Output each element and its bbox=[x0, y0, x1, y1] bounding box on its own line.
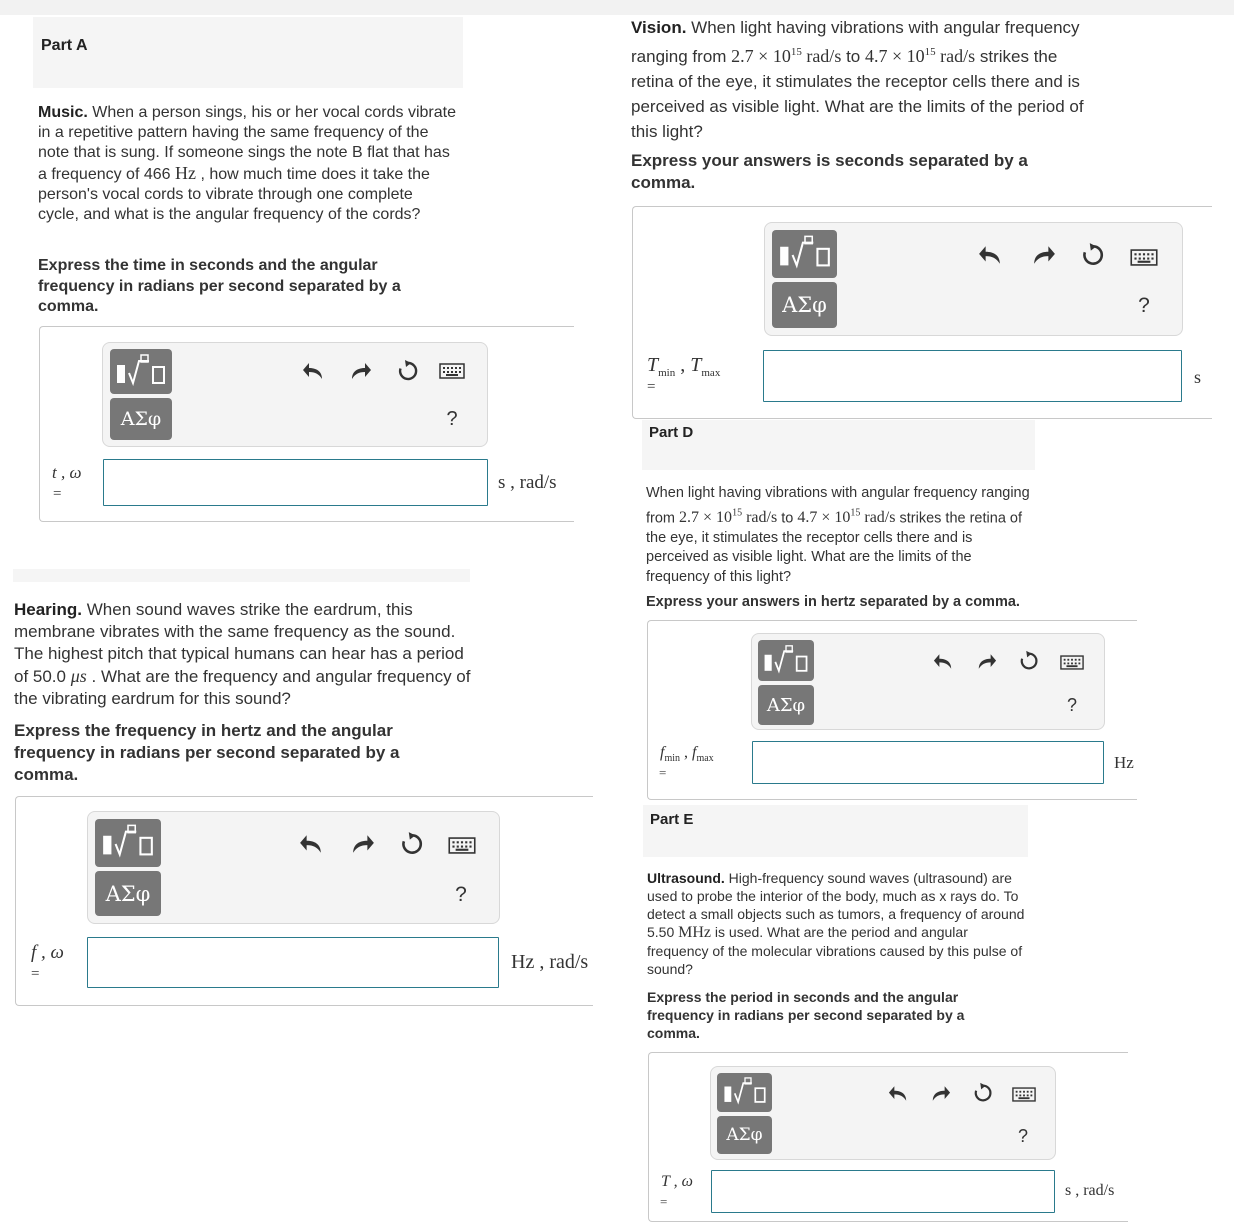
part-e-text-1: High-frequency sound waves (ultrasound) are used to probe the interior of the body, much as x rays do. To detect a small objects such as tumors, a frequency of around 5.50 bbox=[647, 870, 1025, 940]
templates-icon bbox=[99, 823, 157, 863]
keyboard-button[interactable] bbox=[437, 360, 467, 382]
part-c-toolbar bbox=[764, 222, 1183, 336]
part-e-answer-label: T , ω bbox=[661, 1173, 693, 1190]
keyboard-button[interactable] bbox=[1058, 653, 1086, 671]
part-b-question bbox=[14, 599, 478, 710]
reset-icon bbox=[1018, 650, 1040, 672]
redo-button[interactable] bbox=[974, 648, 1000, 674]
keyboard-icon bbox=[1060, 655, 1084, 670]
part-b-unit-us: μs bbox=[70, 666, 87, 686]
redo-button[interactable] bbox=[928, 1080, 954, 1106]
part-a-units: s , rad/s bbox=[498, 472, 557, 493]
undo-icon bbox=[302, 361, 324, 381]
part-c-range-lo: $2.7 \times 10^{15}$ rad/s bbox=[731, 46, 842, 66]
reset-icon bbox=[399, 831, 425, 857]
part-e-answer-input[interactable] bbox=[711, 1170, 1055, 1213]
part-e-title: Part E bbox=[650, 811, 694, 828]
templates-button[interactable] bbox=[758, 640, 814, 681]
redo-button[interactable] bbox=[347, 357, 375, 385]
templates-icon bbox=[113, 353, 169, 391]
part-e-unit-mhz: MHz bbox=[678, 924, 712, 941]
part-b-subject: Hearing. bbox=[14, 600, 83, 619]
part-e-instruction: Express the period in seconds and the angular frequency in radians per second separated by a comma. bbox=[647, 989, 965, 1041]
greek-button[interactable]: ΑΣφ bbox=[758, 685, 814, 725]
part-d-range-lo: $2.7 \times 10^{15}$ rad/s bbox=[679, 507, 778, 526]
undo-button[interactable] bbox=[885, 1080, 911, 1106]
undo-icon bbox=[888, 1084, 908, 1103]
reset-button[interactable] bbox=[396, 828, 428, 860]
templates-button[interactable] bbox=[717, 1073, 772, 1112]
part-b-text-1: When sound waves strike the eardrum, this membrane vibrates with the same frequency as the sound. The highest pitch that typical humans can hear has a period of 50.0 bbox=[14, 600, 464, 686]
part-a-instruction: Express the time in seconds and the angular frequency in radians per second separated by a comma. bbox=[38, 257, 401, 315]
part-a-toolbar bbox=[102, 342, 488, 447]
part-d-answer-label: $f_{min}$ , $f_{max}$ bbox=[660, 744, 714, 765]
redo-button[interactable] bbox=[1029, 240, 1059, 270]
part-e-subject: Ultrasound. bbox=[647, 870, 725, 886]
keyboard-button[interactable] bbox=[1128, 246, 1160, 268]
part-e-text-2: is used. What are the period and angular frequency of the molecular vibrations caused by this pulse of sound? bbox=[647, 924, 1023, 977]
help-button[interactable]: ? bbox=[1017, 1125, 1028, 1146]
part-d-to: to bbox=[781, 509, 794, 526]
reset-icon bbox=[396, 359, 420, 383]
help-button[interactable]: ? bbox=[446, 407, 458, 430]
templates-icon bbox=[776, 234, 834, 274]
help-button[interactable]: ? bbox=[1066, 694, 1077, 715]
part-a-question bbox=[38, 103, 456, 225]
part-a-text-2: , how much time does it take the person's vocal cords to vibrate through one complete cycle, and what is the angular frequency of the cords? bbox=[38, 166, 430, 223]
part-d-header bbox=[642, 420, 1035, 470]
part-b-equals: = bbox=[31, 966, 40, 982]
part-b-units: Hz , rad/s bbox=[511, 951, 589, 973]
greek-button[interactable]: ΑΣφ bbox=[772, 282, 837, 328]
keyboard-icon bbox=[448, 837, 476, 854]
undo-button[interactable] bbox=[930, 648, 956, 674]
part-e-units: s , rad/s bbox=[1065, 1182, 1115, 1199]
reset-icon bbox=[972, 1082, 994, 1104]
reset-button[interactable] bbox=[393, 356, 423, 386]
greek-button[interactable]: ΑΣφ bbox=[717, 1116, 772, 1154]
templates-button[interactable] bbox=[95, 819, 161, 867]
part-d-range-hi: $4.7 \times 10^{15}$ rad/s bbox=[797, 507, 896, 526]
part-c-question bbox=[631, 15, 1101, 144]
part-c-units: s bbox=[1194, 367, 1202, 387]
part-b-header bbox=[13, 569, 470, 582]
part-d-question bbox=[646, 484, 1038, 587]
templates-icon bbox=[761, 644, 811, 678]
part-b-instruction: Express the frequency in hertz and the angular frequency in radians per second separated by a comma. bbox=[14, 721, 400, 784]
reset-icon bbox=[1080, 242, 1106, 268]
part-d-units: Hz bbox=[1114, 753, 1134, 772]
keyboard-icon bbox=[1130, 249, 1158, 266]
redo-button[interactable] bbox=[348, 829, 378, 859]
part-a-answer-input[interactable] bbox=[103, 459, 488, 506]
part-a-subject: Music. bbox=[38, 104, 88, 121]
part-e-header bbox=[643, 805, 1028, 857]
part-a-text-1: When a person sings, his or her vocal cords vibrate in a repetitive pattern having the same frequency of the note that is sung. If someone sings the note B flat that has a frequency of 466 bbox=[38, 104, 456, 183]
part-b-answer-label: f , ω bbox=[31, 942, 64, 963]
templates-icon bbox=[721, 1076, 769, 1109]
part-d-toolbar bbox=[751, 633, 1105, 730]
part-a-answer-label: t , ω bbox=[52, 463, 82, 482]
part-e-equals: = bbox=[660, 1194, 668, 1209]
part-a-unit-hz: Hz bbox=[175, 163, 196, 183]
top-band bbox=[0, 0, 1234, 15]
part-d-answer-input[interactable] bbox=[752, 741, 1104, 784]
reset-button[interactable] bbox=[1077, 239, 1109, 271]
part-c-equals: = bbox=[647, 379, 656, 395]
undo-button[interactable] bbox=[296, 829, 326, 859]
part-b-text-2: . What are the frequency and angular frequency of the vibrating eardrum for this sound? bbox=[14, 667, 471, 708]
part-a-equals: = bbox=[53, 486, 62, 502]
redo-icon bbox=[351, 833, 375, 855]
part-c-text-1: When light having vibrations with angular frequency ranging from bbox=[631, 18, 1080, 66]
keyboard-button[interactable] bbox=[446, 834, 478, 856]
part-d-equals: = bbox=[659, 765, 667, 780]
redo-icon bbox=[1032, 244, 1056, 266]
greek-button[interactable]: ΑΣφ bbox=[95, 871, 161, 916]
reset-button[interactable] bbox=[1015, 647, 1043, 675]
redo-icon bbox=[977, 652, 997, 671]
part-d-text-1: When light having vibrations with angular frequency ranging from bbox=[646, 485, 1030, 526]
part-d-instruction: Express your answers in hertz separated by a comma. bbox=[646, 594, 1020, 610]
undo-button[interactable] bbox=[975, 240, 1005, 270]
part-b-answer-input[interactable] bbox=[87, 937, 499, 988]
part-c-to: to bbox=[846, 47, 861, 66]
greek-button[interactable]: ΑΣφ bbox=[110, 398, 172, 440]
part-a-title: Part A bbox=[41, 37, 88, 54]
part-b-toolbar bbox=[87, 811, 500, 924]
keyboard-button[interactable] bbox=[1010, 1085, 1038, 1103]
undo-icon bbox=[933, 652, 953, 671]
part-e-toolbar bbox=[710, 1066, 1056, 1160]
undo-button[interactable] bbox=[299, 357, 327, 385]
templates-button[interactable] bbox=[110, 349, 172, 394]
part-c-answer-label: $T_{min}$ , $T_{max}$ bbox=[647, 354, 721, 379]
part-c-instruction: Express your answers is seconds separated by a comma. bbox=[631, 151, 1028, 192]
redo-icon bbox=[350, 361, 372, 381]
templates-button[interactable] bbox=[772, 230, 837, 278]
redo-icon bbox=[931, 1084, 951, 1103]
reset-button[interactable] bbox=[969, 1079, 997, 1107]
part-c-text-2: strikes the retina of the eye, it stimulates the receptor cells there and is perceived as visible light. What are the limits of the period of this light? bbox=[631, 47, 1084, 141]
part-e-question bbox=[647, 869, 1027, 978]
part-a-header bbox=[33, 17, 463, 88]
part-c-answer-input[interactable] bbox=[763, 350, 1182, 402]
keyboard-icon bbox=[439, 363, 465, 379]
undo-icon bbox=[978, 244, 1002, 266]
part-d-title: Part D bbox=[649, 424, 694, 441]
undo-icon bbox=[299, 833, 323, 855]
help-button[interactable]: ? bbox=[455, 883, 467, 906]
help-button[interactable]: ? bbox=[1138, 294, 1150, 317]
part-d-text-2: strikes the retina of the eye, it stimulates the receptor cells there and is perceived as visible light. What are the limits of the frequency of this light? bbox=[646, 509, 1022, 585]
part-c-range-hi: $4.7 \times 10^{15}$ rad/s bbox=[864, 46, 976, 66]
keyboard-icon bbox=[1012, 1087, 1036, 1102]
part-c-subject: Vision. bbox=[631, 18, 687, 37]
